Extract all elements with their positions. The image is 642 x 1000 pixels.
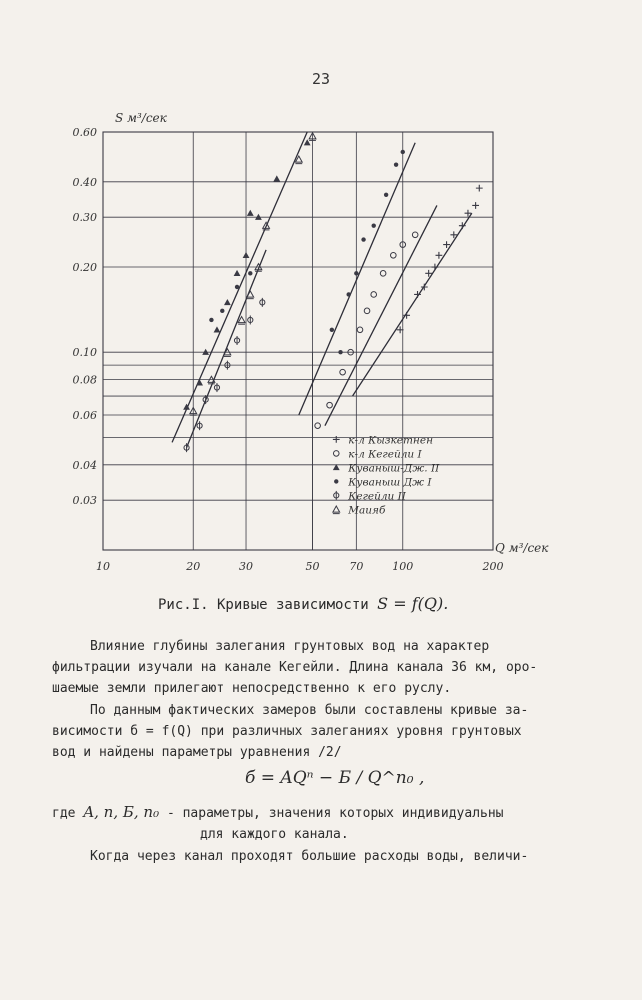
data-point <box>372 223 376 227</box>
y-tick-label: 0.08 <box>72 373 97 387</box>
page-number: 23 <box>311 70 331 88</box>
x-tick-label: 200 <box>482 560 504 573</box>
data-point <box>330 328 334 332</box>
legend-marker <box>334 491 339 500</box>
x-tick-label: 50 <box>305 560 320 573</box>
params-description: - параметры, значения которых индивидуальны <box>159 806 504 821</box>
data-point <box>248 315 253 324</box>
data-point <box>338 350 342 354</box>
y-tick-label: 0.20 <box>72 261 97 275</box>
data-point <box>476 185 483 192</box>
data-point <box>224 299 231 305</box>
paragraph-line: Когда через канал проходят большие расходы воды, величи- <box>90 849 529 864</box>
paragraph-3 <box>52 802 572 845</box>
y-tick-label: 0.40 <box>72 175 97 189</box>
paragraph-line: Влияние глубины залегания грунтовых вод на характер <box>90 639 490 654</box>
caption-formula: S = f(Q). <box>377 594 449 613</box>
data-point <box>346 292 350 296</box>
paragraph-line: висимости б = f(Q) при различных залеганиях уровня грунтовых <box>52 724 522 739</box>
legend-marker <box>333 451 339 457</box>
caption-label: Рис.I. Кривые зависимости <box>158 597 369 613</box>
data-point <box>391 253 397 259</box>
data-point <box>315 423 321 429</box>
paragraph-line: вод и найдены параметры уравнения /2/ <box>52 745 342 760</box>
x-tick-label: 100 <box>392 560 414 573</box>
legend-marker <box>333 506 340 514</box>
data-point <box>209 318 213 322</box>
data-point <box>394 162 398 166</box>
data-point <box>371 292 377 298</box>
y-tick-label: 0.03 <box>72 494 97 508</box>
data-point <box>234 336 239 345</box>
chart-points <box>183 133 483 452</box>
legend-marker <box>334 479 338 483</box>
data-point <box>357 327 363 333</box>
data-point <box>380 271 386 277</box>
y-tick-label: 0.06 <box>72 408 97 422</box>
data-point <box>436 252 443 259</box>
parameter-list: A, n, Б, n₀ <box>83 803 160 821</box>
trend-line <box>299 143 415 415</box>
x-tick-label: 30 <box>239 560 254 573</box>
data-point <box>260 298 265 307</box>
data-point <box>214 326 221 332</box>
equation: б = AQⁿ − Б / Q^n₀ , <box>245 768 425 788</box>
legend-entry: к-л Кегейли I <box>348 448 422 461</box>
y-tick-label: 0.10 <box>72 346 97 360</box>
data-point <box>364 308 370 314</box>
legend-entry: Маияб <box>348 504 386 517</box>
data-point <box>432 264 439 271</box>
data-point <box>196 379 203 385</box>
x-tick-label: 70 <box>349 560 364 573</box>
paragraph-1 <box>52 636 572 699</box>
chart-grid <box>103 132 493 550</box>
trend-line <box>187 250 267 448</box>
data-point <box>224 349 231 357</box>
y-tick-label: 0.30 <box>72 211 97 225</box>
x-axis-label: Q м³/сек <box>495 541 549 555</box>
y-tick-label: 0.04 <box>72 458 97 472</box>
legend-entry: к-л Кызкетнен <box>348 434 433 447</box>
legend-entry: Куваныш-Дж. II <box>348 462 440 475</box>
x-tick-label: 20 <box>186 560 201 573</box>
paragraph-line: шаемые земли прилегают непосредственно к его руслу. <box>52 681 452 696</box>
data-point <box>235 285 239 289</box>
data-point <box>214 383 219 392</box>
data-point <box>412 232 418 238</box>
data-point <box>327 402 333 408</box>
data-point <box>197 421 202 430</box>
paragraph-line <box>52 802 572 824</box>
paragraph-4 <box>52 846 572 867</box>
figure-caption <box>158 594 448 613</box>
data-point <box>248 271 252 275</box>
data-point <box>340 369 346 375</box>
legend-entry: Куваныш Дж I <box>348 476 432 489</box>
chart-trend-lines <box>172 132 472 448</box>
chart-legend <box>333 434 440 516</box>
data-point <box>472 202 479 209</box>
paragraph-2 <box>52 700 572 763</box>
trend-line <box>353 213 472 396</box>
paragraph-line: фильтрации изучали на канале Кегейли. Длина канала 36 км, оро- <box>52 660 538 675</box>
plot-frame <box>103 132 493 550</box>
where-word: где <box>52 806 76 821</box>
data-point <box>361 237 365 241</box>
y-tick-label: 0.60 <box>72 126 97 139</box>
data-point <box>243 252 250 258</box>
data-point <box>234 270 241 276</box>
data-point <box>220 309 224 313</box>
paragraph-line: По данным фактических замеров были составлены кривые за- <box>90 703 529 718</box>
x-tick-label: 10 <box>96 560 110 573</box>
data-point <box>208 376 215 384</box>
data-point <box>384 193 388 197</box>
data-point <box>247 210 254 216</box>
data-point <box>443 241 450 248</box>
data-point <box>247 291 254 299</box>
chart-tick-labels <box>73 126 504 573</box>
legend-entry: Кегейли II <box>348 490 406 503</box>
paragraph-line: для каждого канала. <box>200 827 349 842</box>
data-point <box>273 175 280 181</box>
data-point <box>354 271 358 275</box>
data-point <box>401 150 405 154</box>
y-axis-label: S м³/сек <box>115 111 167 125</box>
